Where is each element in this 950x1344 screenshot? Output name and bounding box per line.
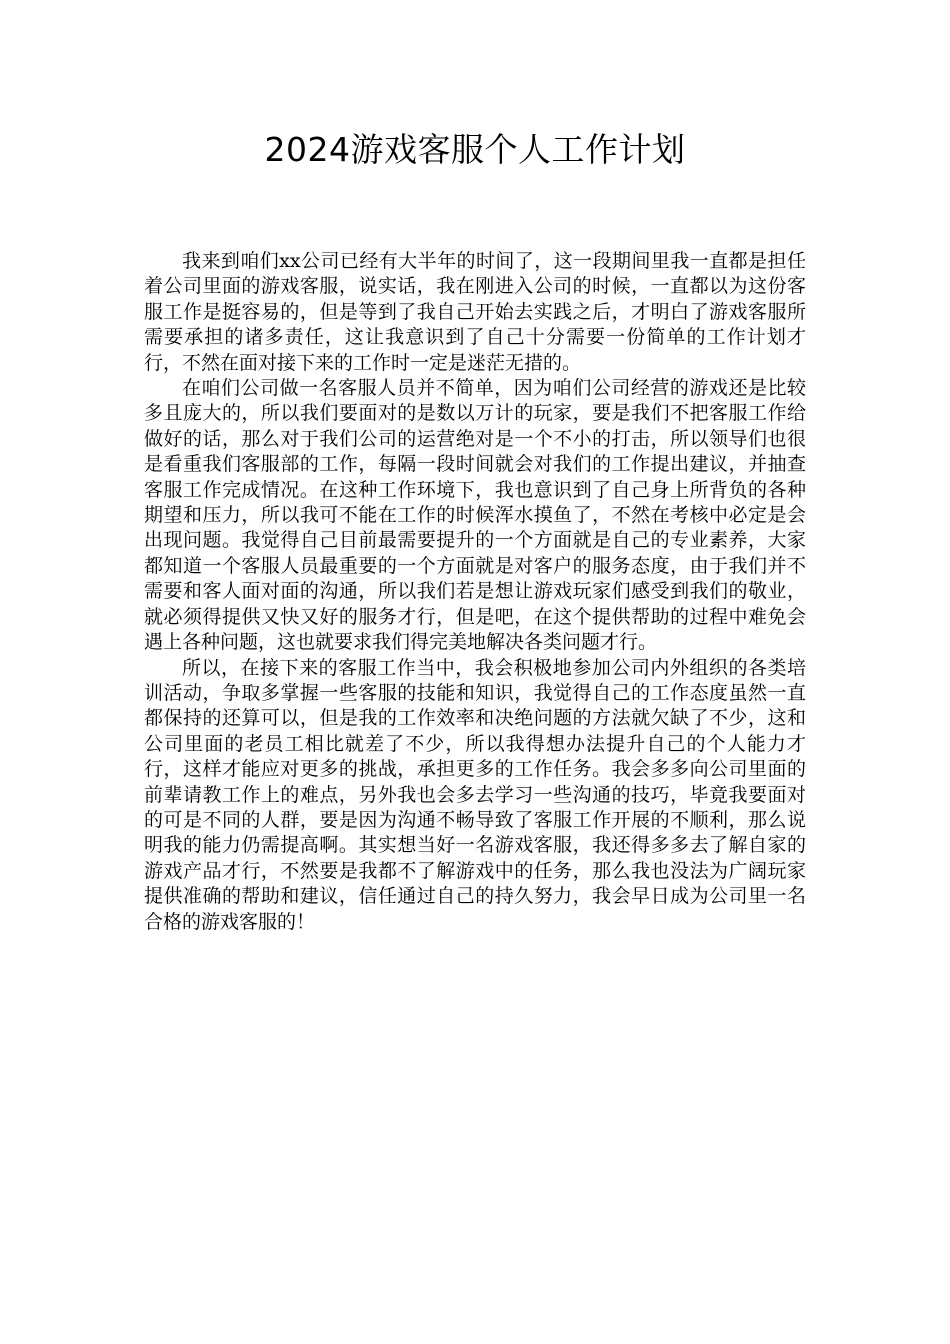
document-title: 2024游戏客服个人工作计划 [264,130,686,169]
document-body [144,249,806,935]
paragraph-1: 我来到咱们xx公司已经有大半年的时间了，这一段期间里我一直都是担任着公司里面的游戏客服，说实话，我在刚进入公司的时候，一直都以为这份客服工作是挺容易的，但是等到了我自己开始去实践之后，才明白了游戏客服所需要承担的诸多责任，这让我意识到了自己十分需要一份简单的工作计划才行，不然在面对接下来的工作时一定是迷茫无措的。 [144,250,806,374]
paragraph-3: 所以，在接下来的客服工作当中，我会积极地参加公司内外组织的各类培训活动，争取多掌握一些客服的技能和知识，我觉得自己的工作态度虽然一直都保持的还算可以，但是我的工作效率和决绝问题的方法就欠缺了不少，这和公司里面的老员工相比就差了不少，所以我得想办法提升自己的个人能力才行，这样才能应对更多的挑战，承担更多的工作任务。我会多多向公司里面的前辈请教工作上的难点，另外我也会多去学习一些沟通的技巧，毕竟我要面对的可是不同的人群，要是因为沟通不畅导致了客服工作开展的不顺利，那么说明我的能力仍需提高啊。其实想当好一名游戏客服，我还得多多去了解自家的游戏产品才行，不然要是我都不了解游戏中的任务，那么我也没法为广阔玩家提供准确的帮助和建议，信任通过自己的持久努力，我会早日成为公司里一名合格的游戏客服的！ [144,656,806,933]
paragraph-2: 在咱们公司做一名客服人员并不简单，因为咱们公司经营的游戏还是比较多且庞大的，所以我们要面对的是数以万计的玩家，要是我们不把客服工作给做好的话，那么对于我们公司的运营绝对是一个不小的打击，所以领导们也很是看重我们客服部的工作，每隔一段时间就会对我们的工作提出建议，并抽查客服工作完成情况。在这种工作环境下，我也意识到了自己身上所背负的各种期望和压力，所以我可不能在工作的时候浑水摸鱼了，不然在考核中必定是会出现问题。我觉得自己目前最需要提升的一个方面就是自己的专业素养，大家都知道一个客服人员最重要的一个方面就是对客户的服务态度，由于我们并不需要和客人面对面的沟通，所以我们若是想让游戏玩家们感受到我们的敬业，就必须得提供又快又好的服务才行，但是吧，在这个提供帮助的过程中难免会遇上各种问题，这也就要求我们得完美地解决各类问题才行。 [144,377,806,654]
